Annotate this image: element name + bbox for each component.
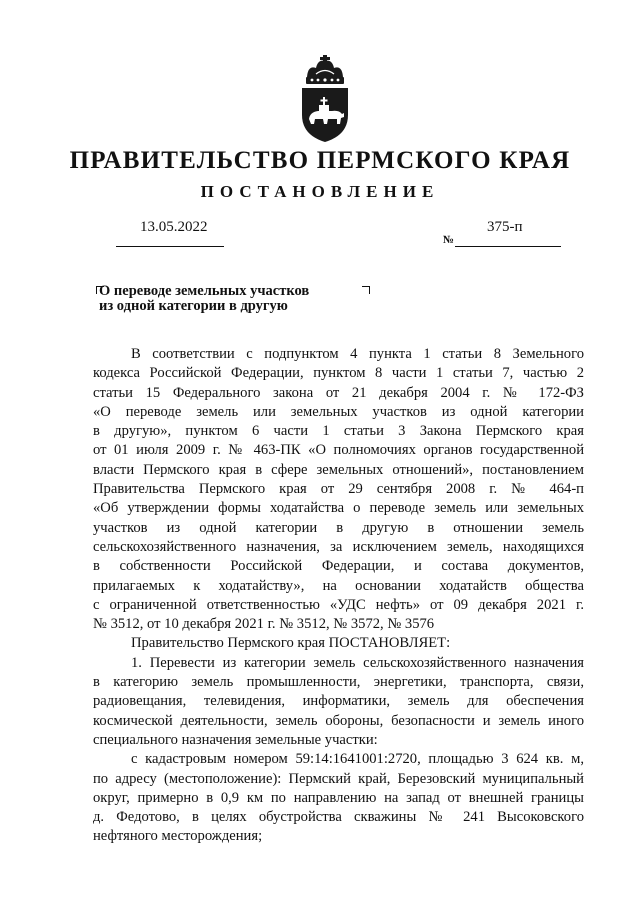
subject-corner-right — [362, 286, 370, 294]
subject-line: из одной категории в другую — [99, 298, 288, 314]
body-paragraph — [93, 750, 584, 846]
number-sign: № — [443, 234, 455, 246]
paragraph-line: № 3512, от 10 декабря 2021 г. № 3512, № 3572, № 3576 — [93, 616, 435, 633]
date-underline — [116, 246, 224, 247]
paragraph-line: в категорию земель промышленности, энергетики, транспорта, связи, — [93, 674, 584, 691]
document-date: 13.05.2022 — [140, 219, 208, 235]
paragraph-line: «Об утверждении формы ходатайства о переводе земель или земельных — [93, 500, 584, 517]
coat-of-arms-emblem — [296, 55, 354, 143]
document-body — [93, 345, 584, 847]
body-paragraph — [93, 345, 584, 634]
body-paragraph — [93, 654, 584, 750]
paragraph-line: 1. Перевести из категории земель сельскохозяйственного назначения — [131, 654, 584, 671]
subject-line: О переводе земельных участков — [99, 283, 310, 299]
paragraph-line: статьи 15 Федерального закона от 21 декабря 2004 г. № 172-ФЗ — [93, 384, 584, 401]
paragraph-line: д. Федотово, в целях обустройства скважины № 241 Высоковского — [93, 809, 584, 826]
paragraph-line: от 01 июля 2009 г. № 463-ПК «О полномочиях органов государственной — [93, 442, 584, 459]
number-underline — [455, 246, 561, 247]
paragraph-line: Правительства Пермского края от 29 сентября 2008 г. № 464-п — [93, 481, 584, 498]
paragraph-line: округ, примерно в 0,9 км по направлению на запад от внешней границы — [93, 789, 584, 806]
paragraph-line: с кадастровым номером 59:14:1641001:2720, площадью 3 624 кв. м, — [131, 751, 584, 768]
paragraph-line: власти Пермского края в сфере земельных отношений», постановлением — [93, 461, 584, 478]
paragraph-line: сельскохозяйственного назначения, за исключением земель, находящихся — [93, 538, 584, 555]
document-number: 375-п — [487, 219, 523, 235]
paragraph-line: кодекса Российской Федерации, пунктом 8 части 1 статьи 7, частью 2 — [93, 365, 584, 382]
paragraph-line: специального назначения земельные участки: — [93, 731, 378, 748]
body-paragraph — [93, 634, 584, 653]
paragraph-line: радиовещания, телевидения, информатики, земель для обеспечения — [93, 693, 584, 710]
paragraph-line: В соответствии с подпунктом 4 пункта 1 статьи 8 Земельного — [131, 346, 584, 362]
paragraph-line: нефтяного месторождения; — [93, 828, 263, 845]
paragraph-line: в другую», пунктом 6 части 1 статьи 3 Закона Пермского края — [93, 423, 584, 440]
paragraph-line: прилагаемых к ходатайству», на основании ходатайств общества — [93, 577, 584, 594]
paragraph-line: участков из одной категории в другую в отношении земель — [93, 519, 584, 536]
paragraph-line: Правительство Пермского края ПОСТАНОВЛЯЕТ: — [131, 635, 451, 652]
paragraph-line: с ограниченной ответственностью «УДС нефть» от 09 декабря 2021 г. — [93, 596, 584, 613]
document-type: ПОСТАНОВЛЕНИЕ — [200, 182, 440, 201]
paragraph-line: в собственности Российской Федерации, и состава документов, — [93, 558, 584, 575]
government-title: ПРАВИТЕЛЬСТВО ПЕРМСКОГО КРАЯ — [69, 147, 571, 174]
paragraph-line: космической деятельности, земель обороны, безопасности и земель иного — [93, 712, 584, 729]
paragraph-line: по адресу (местоположение): Пермский край, Березовский муниципальный — [93, 770, 584, 787]
document-subject — [99, 284, 309, 314]
paragraph-line: «О переводе земель или земельных участков из одной категории — [93, 403, 584, 420]
